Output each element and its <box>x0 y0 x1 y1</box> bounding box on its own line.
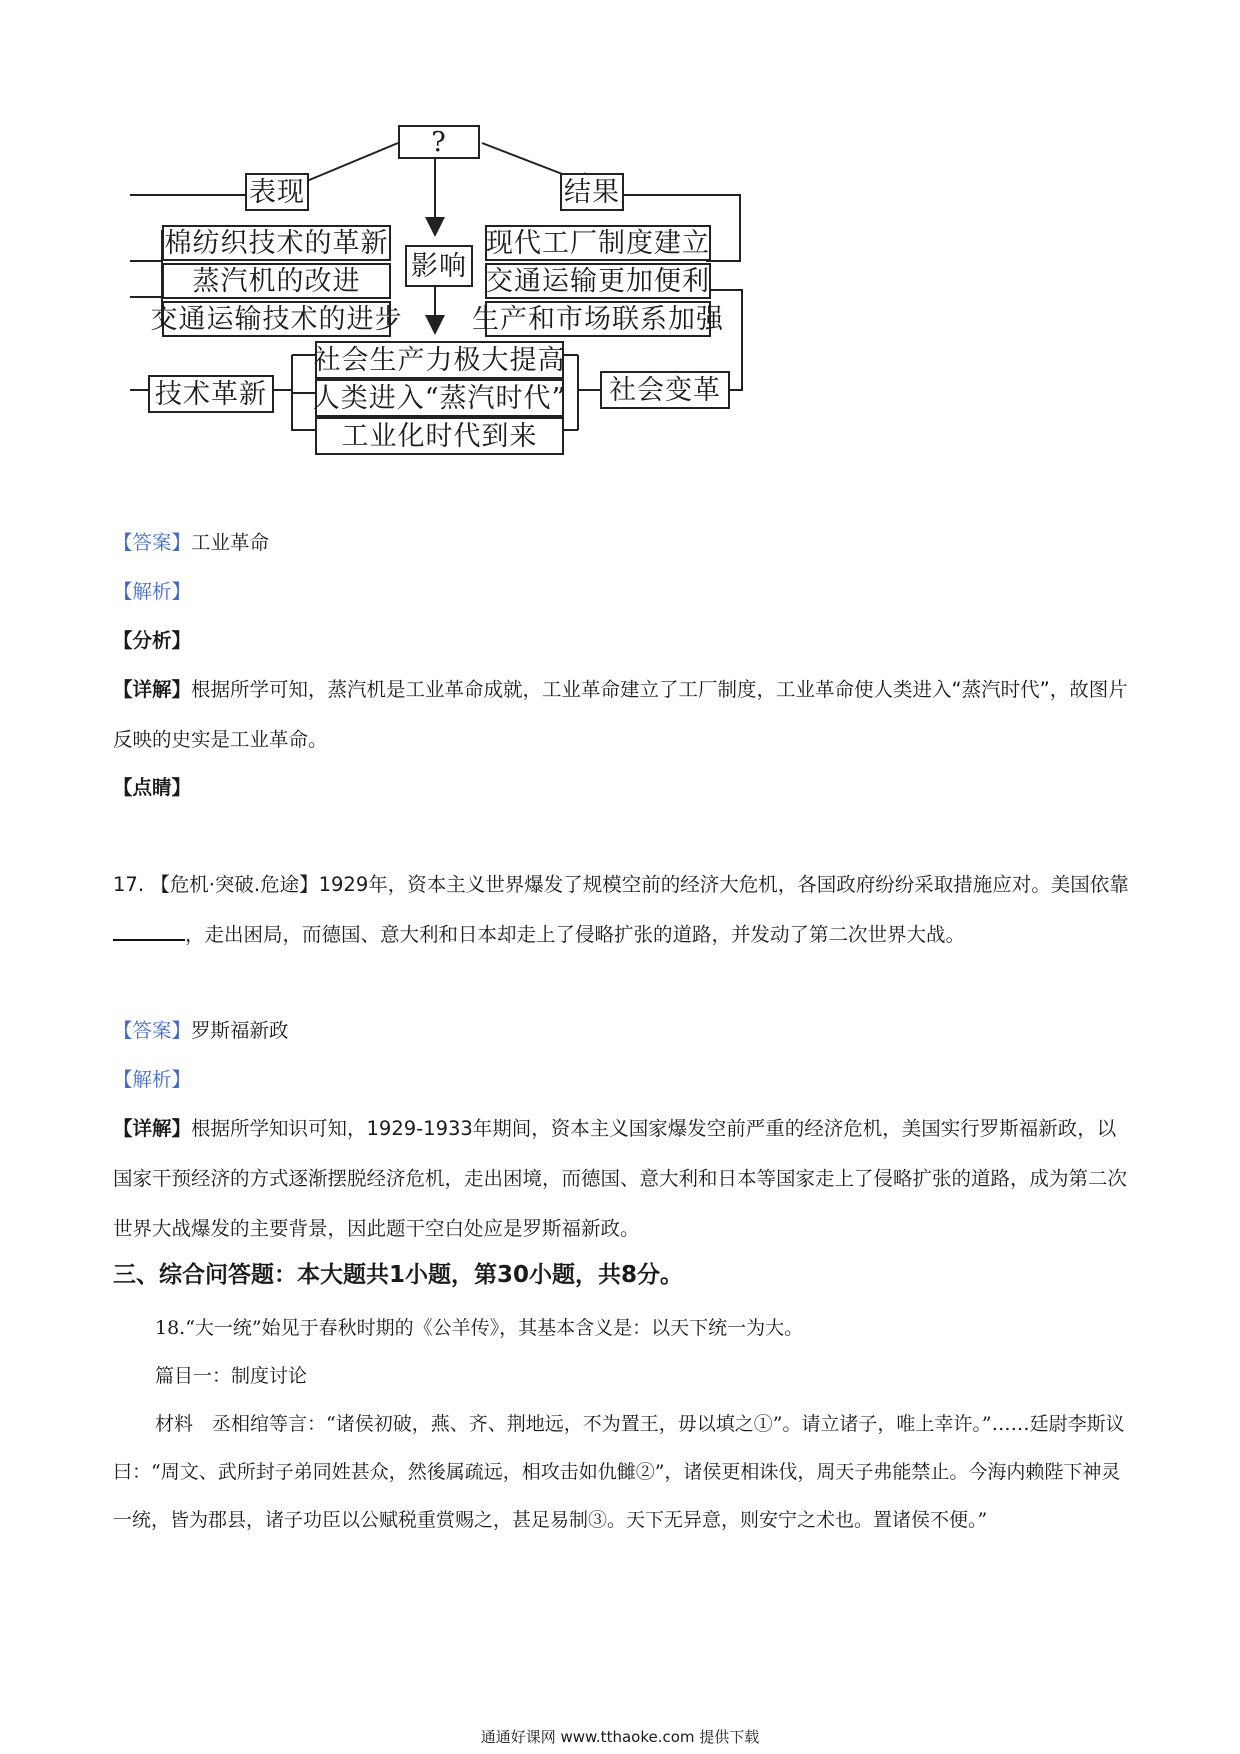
answer-text: 工业革命 <box>191 531 270 554</box>
q16-dianjing-line <box>113 763 1133 813</box>
q16-answer-line <box>113 518 1133 568</box>
q18-intro: 18.“大一统”始见于春秋时期的《公羊传》，其基本含义是：以天下统一为大。 <box>155 1317 804 1339</box>
q17-stem-part-b: ，走出困局，而德国、意大利和日本却走上了侵略扩张的道路，并发动了第二次世界大战。 <box>185 923 966 946</box>
diagram-left-item: 棉纺织技术的革新 <box>162 225 391 261</box>
analysis-tag: 【解析】 <box>113 580 192 603</box>
diagram-bottom-left: 技术革新 <box>148 375 274 413</box>
q17-stem-part-a: 17. 【危机·突破.危途】1929年，资本主义世界爆发了规模空前的经济大危机，各国政府纷纷采取措施应对。美国依靠 <box>113 873 1129 896</box>
diagram-top-question-box: ? <box>398 125 480 159</box>
page-footer: 通通好课网 www.tthaoke.com 提供下载 <box>480 1728 760 1746</box>
detail-tag: 【详解】 <box>113 678 192 701</box>
q16-fenxi-line <box>113 616 1133 666</box>
diagram-left-header: 表现 <box>245 173 309 211</box>
q16-analysis-line <box>113 567 1133 617</box>
diagram-right-item: 生产和市场联系加强 <box>485 301 711 337</box>
answer-tag: 【答案】 <box>113 1019 192 1042</box>
q17-analysis-line <box>113 1055 1133 1105</box>
q17-detail <box>113 1104 1133 1254</box>
diagram-center-item: 人类进入“蒸汽时代” <box>315 379 564 417</box>
diagram-center-item: 社会生产力极大提高 <box>315 341 564 379</box>
diagram-right-item: 交通运输更加便利 <box>485 263 711 299</box>
analysis-tag: 【解析】 <box>113 1068 192 1091</box>
section-heading: 三、综合问答题：本大题共1小题，第30小题，共8分。 <box>113 1262 684 1288</box>
q17-answer-line <box>113 1006 1133 1056</box>
fill-in-blank <box>113 919 185 941</box>
fenxi-tag: 【分析】 <box>113 629 192 652</box>
diagram-right-header: 结果 <box>560 173 624 211</box>
diagram-right-item: 现代工厂制度建立 <box>485 225 711 261</box>
diagram-left-item: 交通运输技术的进步 <box>162 301 391 337</box>
diagram-bottom-right: 社会变革 <box>600 371 730 409</box>
detail-text: 根据所学知识可知，1929-1933年期间，资本主义国家爆发空前严重的经济危机，美国实行罗斯福新政，以国家干预经济的方式逐渐摆脱经济危机，走出困境，而德国、意大利和日本等国家走上了侵略扩张的道路，成为第二次世界大战爆发的主要背景，因此题干空白处应是罗斯福新政。 <box>113 1117 1128 1240</box>
q16-detail <box>113 665 1133 765</box>
q17-stem <box>113 860 1133 960</box>
diagram-left-item: 蒸汽机的改进 <box>162 263 391 299</box>
dianjing-tag: 【点睛】 <box>113 776 192 799</box>
detail-text: 根据所学可知，蒸汽机是工业革命成就，工业革命建立了工厂制度，工业革命使人类进入“蒸汽时代”，故图片反映的史实是工业革命。 <box>113 678 1128 751</box>
q18-material: 材料 丞相绾等言：“诸侯初破，燕、齐、荆地远，不为置王，毋以填之①”。请立诸子，唯上幸许。”……廷尉李斯议曰：“周文、武所封子弟同姓甚众，然後属疏远，相攻击如仇雠②”，诸侯更相诛伐，周天子弗能禁止。今海内赖陛下神灵一统，皆为郡县，诸子功臣以公赋税重赏赐之，甚足易制③。天下无异意，则安宁之术也。置诸侯不便。” <box>113 1413 1125 1531</box>
diagram-middle-influence: 影响 <box>405 245 473 287</box>
q18-part-title: 篇目一：制度讨论 <box>155 1365 308 1387</box>
answer-tag: 【答案】 <box>113 531 192 554</box>
history-flow-diagram <box>130 125 850 515</box>
answer-text: 罗斯福新政 <box>191 1019 289 1042</box>
detail-tag: 【详解】 <box>113 1117 192 1140</box>
diagram-center-item: 工业化时代到来 <box>315 417 564 455</box>
